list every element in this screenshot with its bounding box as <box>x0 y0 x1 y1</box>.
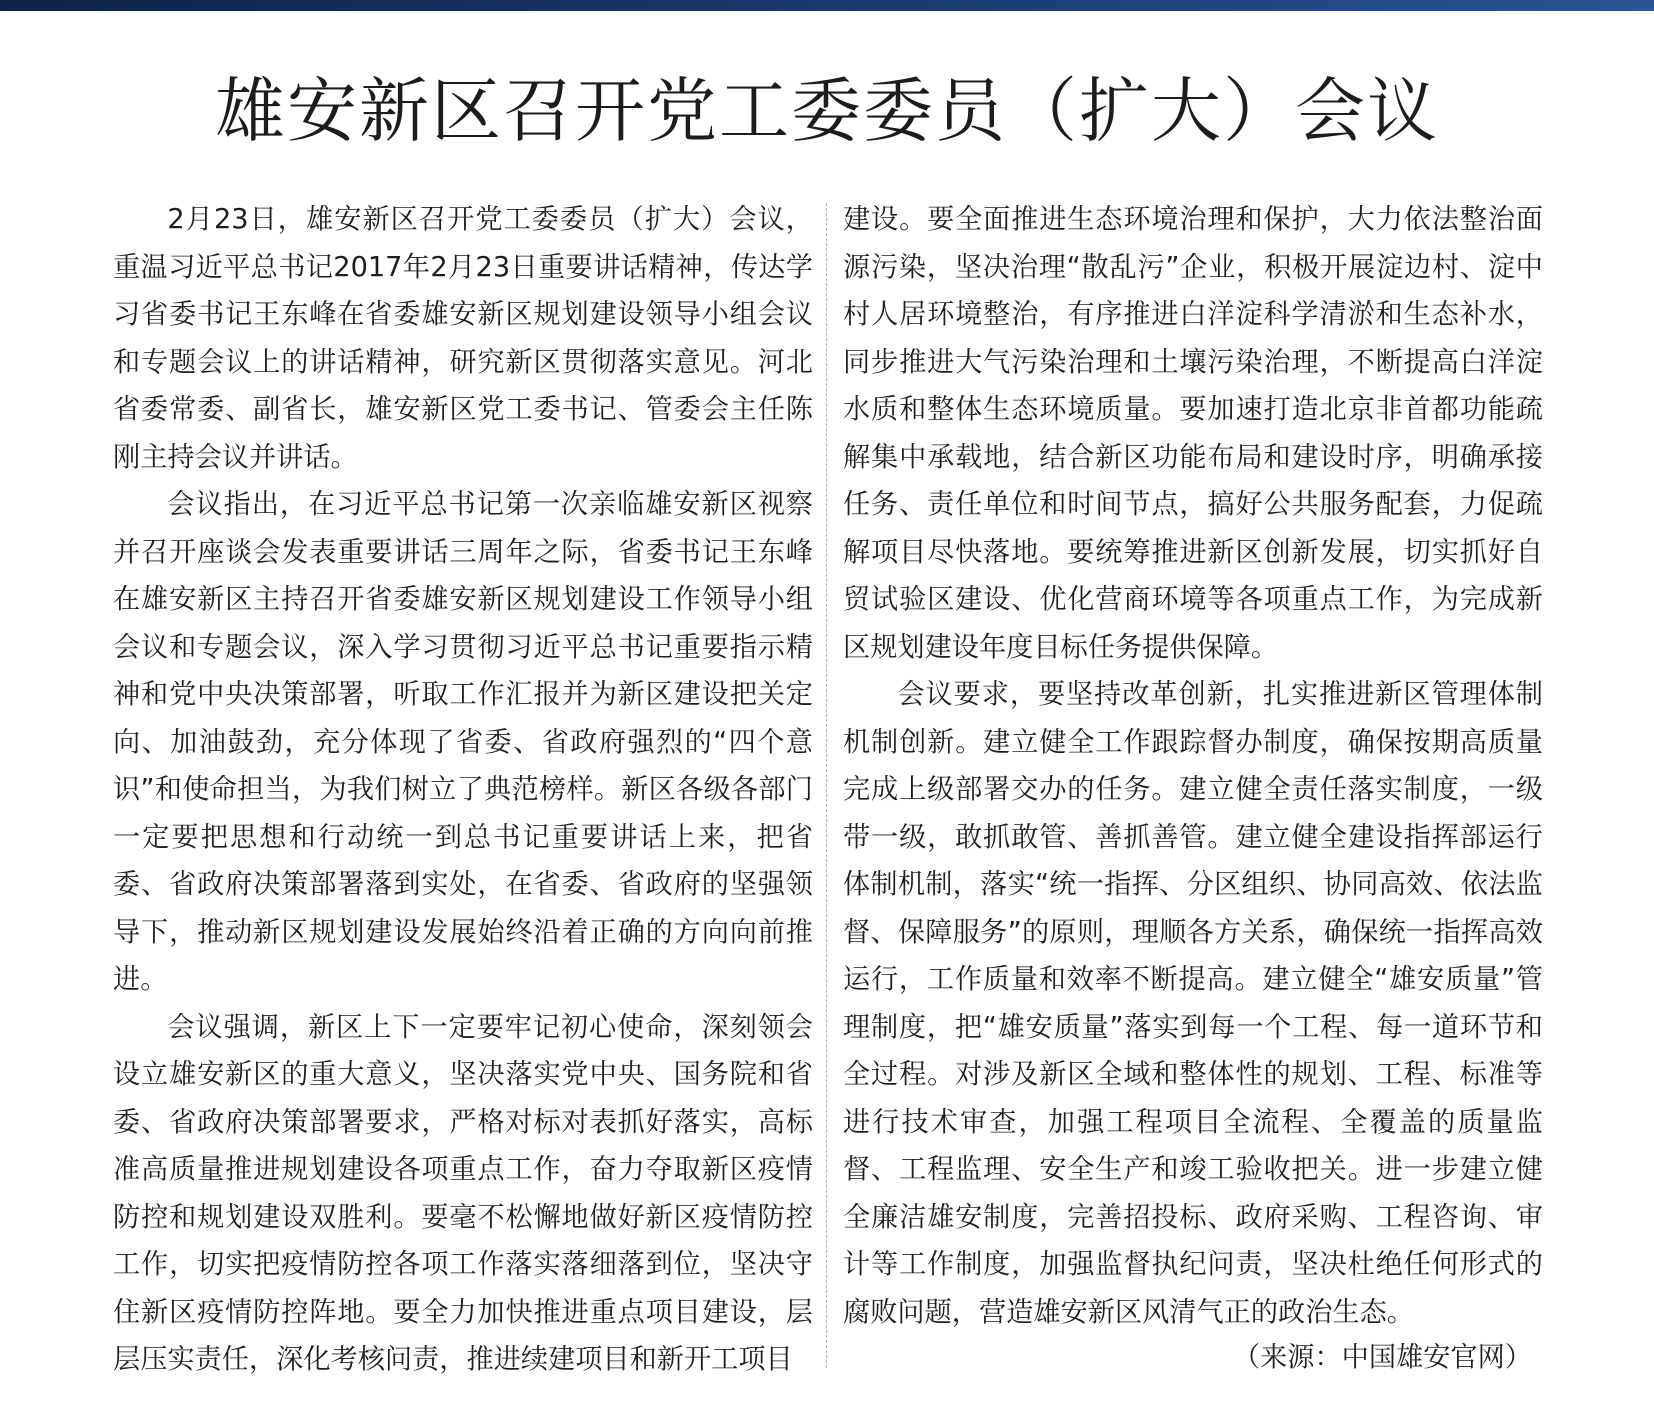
paragraph-3: 会议强调，新区上下一定要牢记初心使命，深刻领会设立雄安新区的重大意义，坚决落实党中央、国务院和省委、省政府决策部署要求，严格对标对表抓好落实，高标准高质量推进规划建设各项重点工作，奋力夺取新区疫情防控和规划建设双胜利。要毫不松懈地做好新区疫情防控工作，切实把疫情防控各项工作落实落细落到位，坚决守住新区疫情防控阵地。要全力加快推进重点项目建设，层层压实责任，深化考核问责，推进续建项目和新开工项目 <box>113 1011 813 1375</box>
paragraph-1: 2月23日，雄安新区召开党工委委员（扩大）会议，重温习近平总书记2017年2月23日重要讲话精神，传达学习省委书记王东峰在省委雄安新区规划建设领导小组会议和专题会议上的讲话精神，研究新区贯彻落实意见。河北省委常委、副省长，雄安新区党工委书记、管委会主任陈刚主持会议并讲话。 <box>113 204 813 473</box>
paragraph-3-continued: 建设。要全面推进生态环境治理和保护，大力依法整治面源污染，坚决治理“散乱污”企业，积极开展淀边村、淀中村人居环境整治，有序推进白洋淀科学清淤和生态补水，同步推进大气污染治理和土壤污染治理，不断提高白洋淀水质和整体生态环境质量。要加速打造北京非首都功能疏解集中承载地，结合新区功能布局和建设时序，明确承接任务、责任单位和时间节点，搞好公共服务配套，力促疏解项目尽快落地。要统筹推进新区创新发展，切实抓好自贸试验区建设、优化营商环境等各项重点工作，为完成新区规划建设年度目标任务提供保障。 <box>843 204 1543 663</box>
paragraph-4: 会议要求，要坚持改革创新，扎实推进新区管理体制机制创新。建立健全工作跟踪督办制度，确保按期高质量完成上级部署交办的任务。建立健全责任落实制度，一级带一级，敢抓敢管、善抓善管。建立健全建设指挥部运行体制机制，落实“统一指挥、分区组织、协同高效、依法监督、保障服务”的原则，理顺各方关系，确保统一指挥高效运行，工作质量和效率不断提高。建立健全“雄安质量”管理制度，把“雄安质量”落实到每一个工程、每一道环节和全过程。对涉及新区全域和整体性的规划、工程、标准等进行技术审查，加强工程项目全流程、全覆盖的质量监督、工程监理、安全生产和竣工验收把关。进一步建立健全廉洁雄安制度，完善招投标、政府采购、工程咨询、审计等工作制度，加强监督执纪问责，坚决杜绝任何形式的腐败问题，营造雄安新区风清气正的政治生态。 <box>843 679 1543 1328</box>
column-divider <box>826 203 827 1368</box>
article-title: 雄安新区召开党工委委员（扩大）会议 <box>215 70 1439 152</box>
source-attribution: （来源：中国雄安官网） <box>1232 1342 1532 1373</box>
paragraph-2: 会议指出，在习近平总书记第一次亲临雄安新区视察并召开座谈会发表重要讲话三周年之际，省委书记王东峰在雄安新区主持召开省委雄安新区规划建设工作领导小组会议和专题会议，深入学习贯彻习近平总书记重要指示精神和党中央决策部署，听取工作汇报并为新区建设把关定向、加油鼓劲，充分体现了省委、省政府强烈的“四个意识”和使命担当，为我们树立了典范榜样。新区各级各部门一定要把思想和行动统一到总书记重要讲话上来，把省委、省政府决策部署落到实处，在省委、省政府的坚强领导下，推动新区规划建设发展始终沿着正确的方向向前推进。 <box>113 489 813 995</box>
article-column-left <box>113 196 813 1384</box>
top-color-bar <box>0 0 1654 11</box>
article-column-right <box>843 196 1543 1336</box>
